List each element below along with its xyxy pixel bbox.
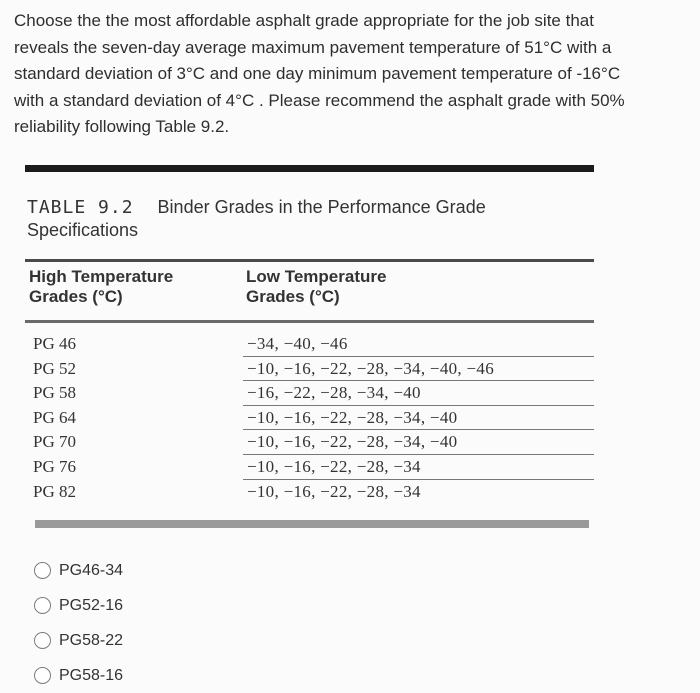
table-row [25, 480, 594, 505]
radio-button[interactable] [34, 562, 51, 579]
table-row [25, 430, 594, 455]
low-temp-grades: −10, −16, −22, −28, −34, −40 [247, 407, 458, 427]
table-title-line1: Binder Grades in the Performance Grade [157, 197, 486, 217]
option-label: PG58-16 [59, 666, 124, 684]
option-pg58-22[interactable] [34, 623, 123, 658]
table-row [25, 332, 594, 357]
table-bottom-rule [35, 520, 589, 528]
table-number: TABLE 9.2 [27, 197, 134, 218]
high-temp-grade: PG 82 [33, 481, 76, 501]
high-temp-grade: PG 46 [33, 334, 76, 353]
answer-options [34, 553, 123, 693]
low-temp-grades: −10, −16, −22, −28, −34, −40 [247, 432, 458, 452]
table-caption [27, 196, 587, 241]
table-title-line2: Specifications [27, 220, 139, 240]
high-temp-grade: PG 58 [33, 383, 76, 403]
table-subheader-rule [25, 320, 594, 323]
option-pg46-34[interactable] [34, 553, 123, 588]
radio-button[interactable] [34, 667, 51, 684]
high-temp-grade: PG 64 [33, 407, 76, 427]
table-row [25, 357, 594, 382]
question-line: with a standard deviation of 4°C . Please recommend the asphalt grade with 50% [14, 90, 625, 110]
option-label: PG58-22 [59, 631, 124, 649]
high-temp-grade: PG 76 [33, 456, 76, 476]
table-top-rule [25, 165, 594, 172]
table-body [25, 332, 594, 504]
question-line: reveals the seven-day average maximum pavement temperature of 51°C with a [14, 37, 612, 57]
table-row [25, 406, 594, 431]
column-header-high: High Temperature Grades (°C) [29, 267, 174, 306]
high-temp-grade: PG 52 [33, 358, 76, 378]
high-temp-grade: PG 70 [33, 432, 76, 452]
radio-button[interactable] [34, 597, 51, 614]
option-pg58-16[interactable] [34, 658, 123, 693]
question-line: standard deviation of 3°C and one day minimum pavement temperature of -16°C [14, 64, 621, 83]
question-line: Choose the the most affordable asphalt grade appropriate for the job site that [14, 11, 594, 30]
option-pg52-16[interactable] [34, 588, 123, 623]
option-label: PG52-16 [59, 596, 124, 614]
table-row [25, 455, 594, 480]
table-header-rule [25, 259, 594, 262]
option-label: PG46-34 [59, 561, 124, 579]
low-temp-grades: −10, −16, −22, −28, −34 [247, 481, 421, 501]
low-temp-grades: −16, −22, −28, −34, −40 [247, 383, 421, 403]
radio-button[interactable] [34, 632, 51, 649]
low-temp-grades: −10, −16, −22, −28, −34 [247, 456, 421, 476]
question-text [14, 8, 686, 141]
column-header-low: Low Temperature Grades (°C) [246, 267, 387, 306]
low-temp-grades: −34, −40, −46 [247, 334, 348, 353]
question-line: reliability following Table 9.2. [14, 117, 230, 136]
low-temp-grades: −10, −16, −22, −28, −34, −40, −46 [247, 358, 495, 378]
table-row [25, 381, 594, 406]
